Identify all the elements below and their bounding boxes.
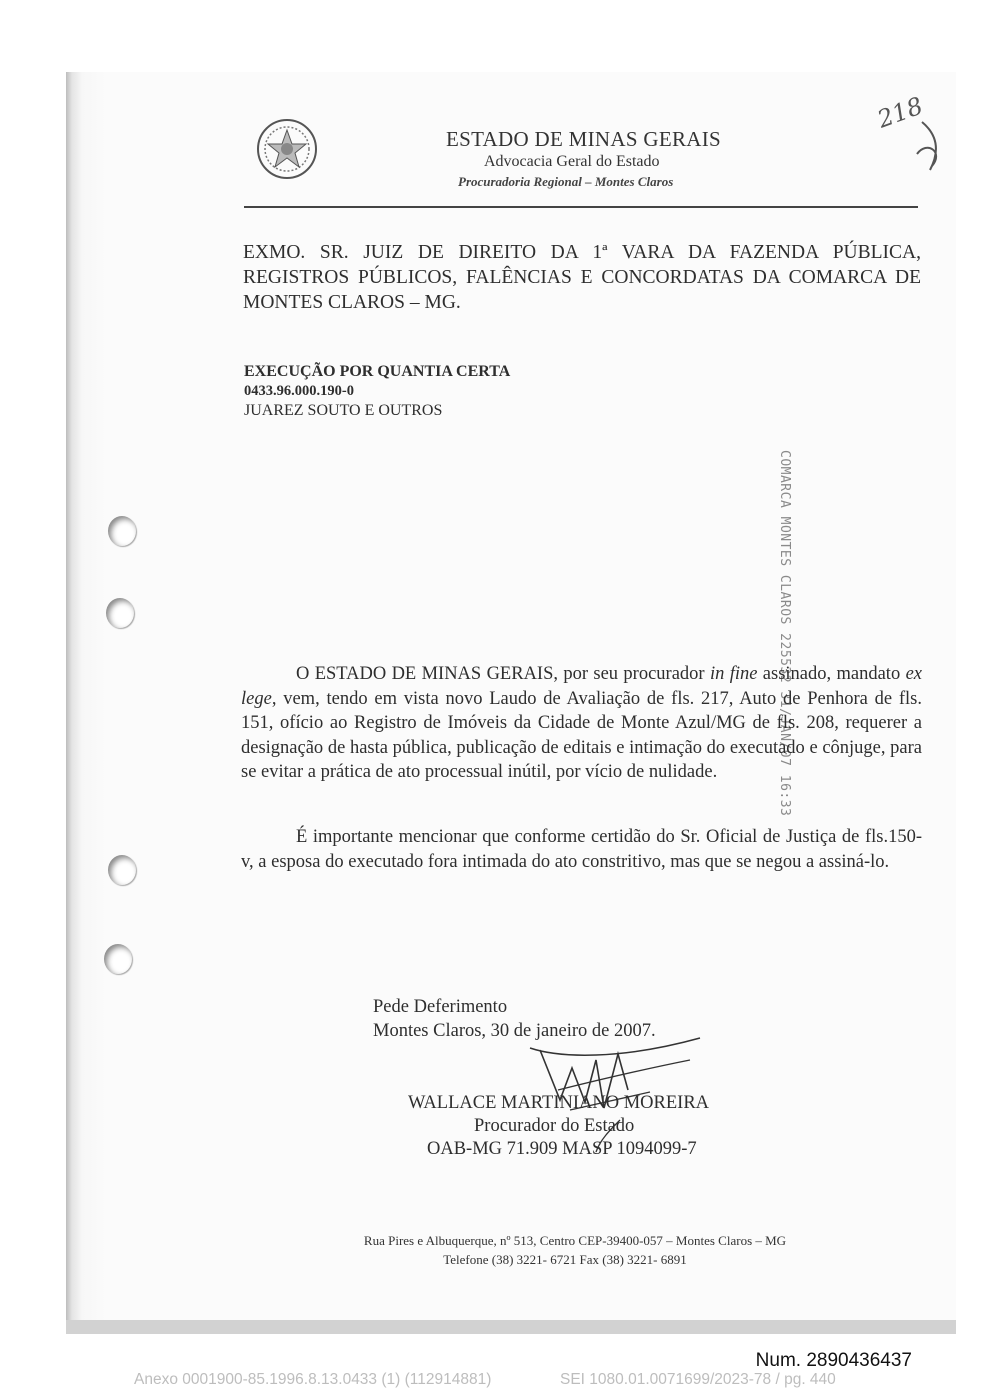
header-state: ESTADO DE MINAS GERAIS (446, 127, 722, 151)
protocol-stamp: COMARCA MONTES CLAROS 225532 31/JAN/07 16:33 (777, 450, 792, 817)
signatory-name: WALLACE MARTINIANO MOREIRA (408, 1093, 710, 1113)
footer-phone: Telefone (38) 3221- 6721 Fax (38) 3221- 6891 (443, 1252, 687, 1267)
annex-reference: Anexo 0001900-85.1996.8.13.0433 (1) (112914881) (134, 1371, 492, 1388)
addressee: EXMO. SR. JUIZ DE DIREITO DA 1ª VARA DA FAZENDA PÚBLICA, REGISTROS PÚBLICOS, FALÊNCIAS E CONCORDATAS DA COMARCA DE MONTES CLAROS – MG. (243, 242, 921, 313)
punch-hole (108, 516, 136, 546)
handwritten-page-number (872, 92, 952, 182)
paragraph-1: O ESTADO DE MINAS GERAIS, por seu procurador in fine assinado, mandato ex lege, vem, tendo em vista novo Laudo de Avaliação de fls. 217, Auto de Penhora de fls. 151, ofício ao Registro de Imóveis da Cidade de Monte Azul/MG de fls. 208, requerer a designação de hasta pública, publicação de editais e intimação do executado e cônjuge, para se evitar a prática de ato processual inútil, por vício de nulidade. (241, 664, 922, 782)
punch-hole (108, 855, 136, 885)
header-regional: Procuradoria Regional – Montes Claros (458, 174, 674, 189)
header-office: Advocacia Geral do Estado (484, 153, 660, 170)
header-divider (244, 206, 918, 208)
closing-request: Pede Deferimento (373, 997, 508, 1017)
state-seal-icon (256, 118, 318, 180)
page-bottom-edge (66, 1320, 956, 1334)
case-type: EXECUÇÃO POR QUANTIA CERTA (244, 363, 511, 380)
signatory-role: Procurador do Estado (474, 1116, 635, 1136)
footer-address: Rua Pires e Albuquerque, nº 513, Centro CEP-39400-057 – Montes Claros – MG (363, 1233, 787, 1248)
page-mark-text: 218 (873, 92, 927, 134)
closing-place-date: Montes Claros, 30 de janeiro de 2007. (373, 1021, 656, 1041)
punch-hole (104, 944, 132, 974)
signatory-registration: OAB-MG 71.909 MASP 1094099-7 (427, 1139, 697, 1159)
document-number: Num. 2890436437 (755, 1350, 912, 1371)
case-parties: JUAREZ SOUTO E OUTROS (244, 402, 443, 419)
paragraph-2: É importante mencionar que conforme certidão do Sr. Oficial de Justiça de fls.150-v, a esposa do executado fora intimada do ato constritivo, mas que se negou a assiná-lo. (241, 827, 922, 872)
punch-hole (106, 598, 134, 628)
case-number: 0433.96.000.190-0 (244, 383, 354, 399)
sei-reference: SEI 1080.01.0071699/2023-78 / pg. 440 (560, 1371, 836, 1388)
